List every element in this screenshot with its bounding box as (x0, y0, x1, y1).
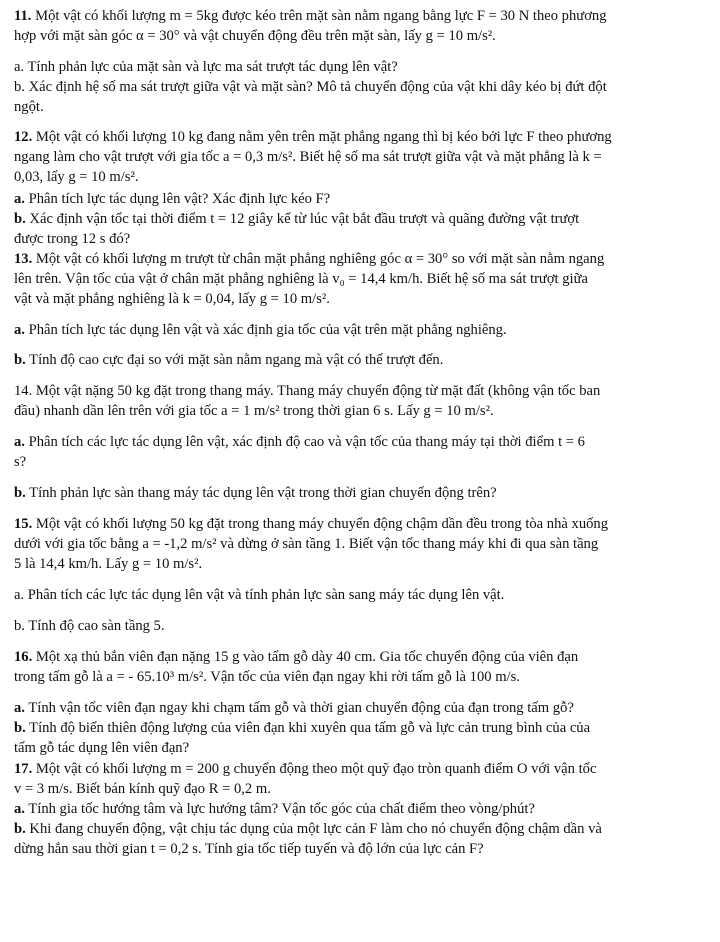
text-line (14, 840, 710, 858)
text-line (14, 555, 710, 573)
text-line (14, 617, 710, 635)
line-text: Phân tích các lực tác dụng lên vật, xác định độ cao và vận tốc của thang máy tại thời điểm t = 6 (28, 434, 585, 450)
sub-question-label: b. (14, 211, 26, 227)
line-text: được trong 12 s đó? (14, 231, 131, 247)
text-line (14, 820, 710, 838)
line-text: Một vật có khối lượng m = 200 g chuyển động theo một quỹ đạo tròn quanh điểm O với vận tốc (35, 761, 597, 777)
sub-question-label: a. (14, 322, 25, 338)
text-line (14, 800, 710, 818)
line-text: Tính gia tốc hướng tâm và lực hướng tâm? Vận tốc góc của chất điểm theo vòng/phút? (28, 801, 535, 817)
text-line (14, 402, 710, 420)
line-text: tấm gỗ tác dụng lên viên đạn? (14, 740, 190, 756)
question-number: 16. (14, 649, 33, 665)
text-line (14, 484, 710, 502)
text-line (14, 230, 710, 248)
line-text: 5 là 14,4 km/h. Lấy g = 10 m/s². (14, 556, 203, 572)
text-line (14, 515, 710, 533)
text-line (14, 760, 710, 778)
line-text: Tính phản lực sàn thang máy tác dụng lên vật trong thời gian chuyển động trên? (29, 485, 497, 501)
text-line (14, 648, 710, 666)
line-text: Một vật có khối lượng 50 kg đặt trong thang máy chuyển động chậm dần đều trong tòa nhà xuống (35, 516, 609, 532)
line-text: 0,03, lấy g = 10 m/s². (14, 169, 139, 185)
sub-question-label: a. (14, 801, 25, 817)
line-text: đầu) nhanh dần lên trên với gia tốc a = 1 m/s² trong thời gian 6 s. Lấy g = 10 m/s². (14, 403, 494, 419)
line-text: Khi đang chuyển động, vật chịu tác dụng của một lực cản F làm cho nó chuyển động chậm dần và (29, 821, 602, 837)
sub-question-label: a. (14, 700, 25, 716)
text-line (14, 780, 710, 798)
sub-question-label: a. (14, 191, 25, 207)
line-text: Một vật có khối lượng m trượt từ chân mặt phẳng nghiêng góc α = 30° so với mặt sàn nằm ngang (35, 251, 605, 267)
text-line (14, 98, 710, 116)
text-line (14, 668, 710, 686)
text-line (14, 699, 710, 717)
line-text: a. Phân tích các lực tác dụng lên vật và tính phản lực sàn sang máy tác dụng lên vật. (14, 587, 505, 603)
text-line (14, 270, 710, 288)
line-text: Xác định vận tốc tại thời điểm t = 12 giây kể từ lúc vật bắt đầu trượt và quãng đường vật trượt (29, 211, 580, 227)
text-line (14, 453, 710, 471)
line-text: hợp với mặt sàn góc α = 30° và vật chuyển động đều trên mặt sàn, lấy g = 10 m/s². (14, 28, 496, 44)
text-line (14, 58, 710, 76)
text-line (14, 250, 710, 268)
text-line (14, 719, 710, 737)
sub-question-label: b. (14, 821, 26, 837)
line-text: Tính vận tốc viên đạn ngay khi chạm tấm gỗ và thời gian chuyển động của đạn trong tấm gỗ? (28, 700, 574, 716)
line-text: ngang làm cho vật trượt với gia tốc a = 0,3 m/s². Biết hệ số ma sát trượt giữa vật và mặt phẳng là k = (14, 149, 602, 165)
line-text: a. Tính phản lực của mặt sàn và lực ma sát trượt tác dụng lên vật? (14, 59, 398, 75)
text-line (14, 168, 710, 186)
line-text: Một xạ thủ bắn viên đạn nặng 15 g vào tấm gỗ dày 40 cm. Gia tốc chuyển động của viên đạn (35, 649, 579, 665)
sub-question-label: b. (14, 720, 26, 736)
line-text: 14. Một vật nặng 50 kg đặt trong thang máy. Thang máy chuyển động từ mặt đất (không vận tốc ban (14, 383, 601, 399)
text-line (14, 78, 710, 96)
text-line (14, 290, 710, 308)
sub-question-label: b. (14, 352, 26, 368)
line-text: Phân tích lực tác dụng lên vật? Xác định lực kéo F? (28, 191, 331, 207)
text-line (14, 210, 710, 228)
text-line (14, 27, 710, 45)
line-text: Một vật có khối lượng 10 kg đang nằm yên trên mặt phẳng ngang thì bị kéo bởi lực F theo phương (35, 129, 612, 145)
sub-question-label: a. (14, 434, 25, 450)
text-line (14, 148, 710, 166)
text-line (14, 433, 710, 451)
sub-question-label: b. (14, 485, 26, 501)
question-number: 15. (14, 516, 33, 532)
line-text: s? (14, 454, 27, 470)
text-line (14, 535, 710, 553)
text-line (14, 739, 710, 757)
line-text: trong tấm gỗ là a = - 65.10³ m/s². Vận tốc của viên đạn ngay khi rời tấm gỗ là 100 m/s. (14, 669, 520, 685)
text-line (14, 321, 710, 339)
text-line (14, 190, 710, 208)
line-text: Tính độ cao cực đại so với mặt sàn nằm ngang mà vật có thể trượt đến. (29, 352, 444, 368)
line-text: Tính độ biến thiên động lượng của viên đạn khi xuyên qua tấm gỗ và lực cản trung bình của của (29, 720, 591, 736)
question-number: 13. (14, 251, 33, 267)
line-text: ngột. (14, 99, 44, 115)
question-number: 12. (14, 129, 33, 145)
line-text: lên trên. Vận tốc của vật ở chân mặt phẳng nghiêng là v₀ = 14,4 km/h. Biết hệ số ma sát trượt giữa (14, 271, 589, 287)
line-text: v = 3 m/s. Biết bán kính quỹ đạo R = 0,2 m. (14, 781, 271, 797)
line-text: Phân tích lực tác dụng lên vật và xác định gia tốc của vật trên mặt phẳng nghiêng. (28, 322, 507, 338)
question-number: 11. (14, 8, 32, 24)
text-line (14, 351, 710, 369)
line-text: dừng hẳn sau thời gian t = 0,2 s. Tính gia tốc tiếp tuyến và độ lớn của lực cản F? (14, 841, 484, 857)
line-text: Một vật có khối lượng m = 5kg được kéo trên mặt sàn nằm ngang bằng lực F = 30 N theo phương (35, 8, 607, 24)
text-line (14, 586, 710, 604)
line-text: b. Xác định hệ số ma sát trượt giữa vật và mặt sàn? Mô tả chuyển động của vật khi dây kéo bị đứt đột (14, 79, 607, 95)
text-line (14, 128, 710, 146)
line-text: vật và mặt phẳng nghiêng là k = 0,04, lấy g = 10 m/s². (14, 291, 330, 307)
line-text: b. Tính độ cao sàn tầng 5. (14, 618, 165, 634)
line-text: dưới với gia tốc bằng a = -1,2 m/s² và dừng ở sàn tầng 1. Biết vận tốc thang máy khi đi qua sàn tầng (14, 536, 599, 552)
text-line (14, 7, 710, 25)
question-number: 17. (14, 761, 33, 777)
text-line (14, 382, 710, 400)
